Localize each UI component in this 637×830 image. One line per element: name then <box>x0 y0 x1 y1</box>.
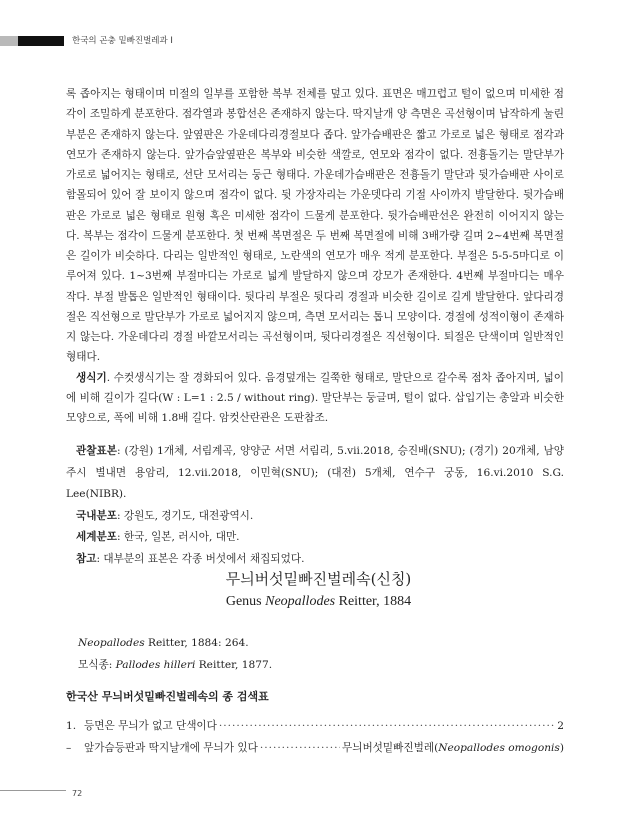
domestic-text: : 강원도, 경기도, 대전광역시. <box>116 509 254 522</box>
key-title: 한국산 무늬버섯밑빠진벌레속의 종 검색표 <box>66 690 269 703</box>
synonymy-line <box>66 632 564 654</box>
genitalia-text: . 수컷생식기는 잘 경화되어 있다. 음경덮개는 길쭉한 형태로, 말단으로 갈수록 점차 좁아지며, 넓이에 비해 길이가 길다(W : L=1 : 2.5 / without ring). 말단부는 둥글며, 털이 없다. 삽입기는 총알과 비슷한 모양으로, 폭에 비해 1.8배 길다. 암컷산란관은 도판참조. <box>66 371 564 424</box>
key-couplet-1-alt <box>66 740 564 755</box>
header-bar-gray <box>0 36 18 46</box>
synonymy-citation: Reitter, 1884: 264. <box>144 637 249 649</box>
genitalia-label: 생식기 <box>76 371 107 384</box>
records-section <box>66 441 564 570</box>
note-text: : 대부분의 표본은 각종 버섯에서 채집되었다. <box>96 552 305 565</box>
key-couplet-1 <box>66 718 564 733</box>
key-couplet-destination: 2 <box>557 720 564 732</box>
genus-title-name: Neopallodes <box>265 594 336 609</box>
examined-label: 관찰표본 <box>76 445 117 457</box>
world-label: 세계분포 <box>76 531 117 543</box>
key-couplet-number: – <box>66 742 72 754</box>
examined-text: : (강원) 1개체, 서림계곡, 양양군 서면 서림리, 5.vii.2018, 승진배(SNU); (경기) 20개체, 남양주시 별내면 용암리, 12.vii.2018, 이민혁(SNU); (대전) 5개체, 연수구 궁동, 16.vi.2010 S.G. Lee(NIBR). <box>66 445 564 500</box>
type-species-name: Pallodes hilleri <box>115 659 196 671</box>
note-label: 참고 <box>76 552 97 565</box>
examined-specimens <box>66 441 564 506</box>
synonymy-block <box>66 632 564 676</box>
key-couplet-text: 앞가슴등판과 딱지날개에 무늬가 있다 <box>84 742 258 754</box>
key-dest-korean: 무늬버섯밑빠진벌레( <box>341 742 439 754</box>
running-title: 한국의 곤충 밑빠진벌레과 I <box>72 36 173 46</box>
description-paragraph: 록 좁아지는 형태이며 미절의 일부를 포함한 복부 전체를 덮고 있다. 표면은 매끄럽고 털이 없으며 미세한 점각이 조밀하게 분포한다. 점각열과 봉합선은 존재하지 않는다. 딱지날개 양 측면은 곡선형이며 납작하게 눌린 부분은 존재하지 않는다. 앞옆판은 가운데다리경절보다 좁다. 앞가슴배판은 짧고 가로로 넓은 형태로 점각과 연모가 존재하지 않는다. 앞가슴앞옆판은 복부와 비슷한 색깔로, 연모와 점각이 없다. 전흉돌기는 말단부가 가로로 넓어지는 형태로, 선단 모서리는 둥근 형태다. 가운데가슴배판은 전흉돌기 말단과 뒷가슴배판 사이로 함몰되어 있어 잘 보이지 않으며 점각이 없다. 뒷 가장자리는 가운뎃다리 기절 사이까지 발달한다. 뒷가슴배판은 가로로 넓은 형태로 원형 혹은 미세한 점각이 드물게 분포한다. 뒷가슴배판선은 완전히 이어지지 않는다. 복부는 점각이 드물게 분포한다. 첫 번째 복면절은 두 번째 복면절에 비해 3배가량 길며 2~4번째 복면절은 길이가 비슷하다. 다리는 일반적인 형태로, 노란색의 연모가 매우 적게 분포한다. 부절은 5-5-5마디로 이루어져 있다. 1~3번째 부절마디는 가로로 넓게 발달하지 않으며 강모가 존재한다. 4번째 부절마디는 매우 작다. 부절 발톱은 일반적인 형태이다. 뒷다리 부절은 뒷다리 경절과 비슷한 길이로 길게 발달한다. 앞다리경절은 직선형으로 말단부가 가로로 넓어지지 않으며, 측면 모서리는 톱니 모양이다. 경절에 성적이형이 존재하지 않는다. 가운데다리 경절 바깥모서리는 곡선형이며, 뒷다리경절은 직선형이다. 퇴절은 단색이며 일반적인 형태다. <box>66 88 564 364</box>
world-text: : 한국, 일본, 러시아, 대만. <box>116 531 240 543</box>
page-number: 72 <box>72 789 83 798</box>
genus-title-korean: 무늬버섯밑빠진벌레속(신칭) <box>225 570 412 588</box>
genus-title-prefix: Genus <box>225 594 266 609</box>
header-bar-black <box>18 36 64 46</box>
domestic-label: 국내분포 <box>76 509 117 522</box>
key-couplet-destination <box>342 740 564 755</box>
key-dest-close: ) <box>559 742 564 754</box>
key-couplet-number: 1. <box>66 720 77 732</box>
domestic-distribution <box>66 506 564 528</box>
remarks <box>66 549 564 571</box>
genus-title-english <box>0 594 637 610</box>
footer-rule <box>0 790 66 791</box>
key-couplet-text: 등면은 무늬가 없고 단색이다 <box>84 720 217 732</box>
synonymy-genus: Neopallodes <box>78 637 145 649</box>
key-leader-dots <box>260 742 340 754</box>
key-leader-dots <box>219 720 555 732</box>
key-dest-scientific: Neopallodes omogonis <box>438 742 560 754</box>
world-distribution <box>66 527 564 549</box>
genus-title-author: Reitter, 1884 <box>335 594 412 609</box>
type-species-line <box>66 654 564 676</box>
type-species-label: 모식종: <box>78 659 116 671</box>
genitalia-paragraph <box>66 368 564 429</box>
type-species-author: Reitter, 1877. <box>195 659 273 671</box>
description-body <box>66 84 564 428</box>
